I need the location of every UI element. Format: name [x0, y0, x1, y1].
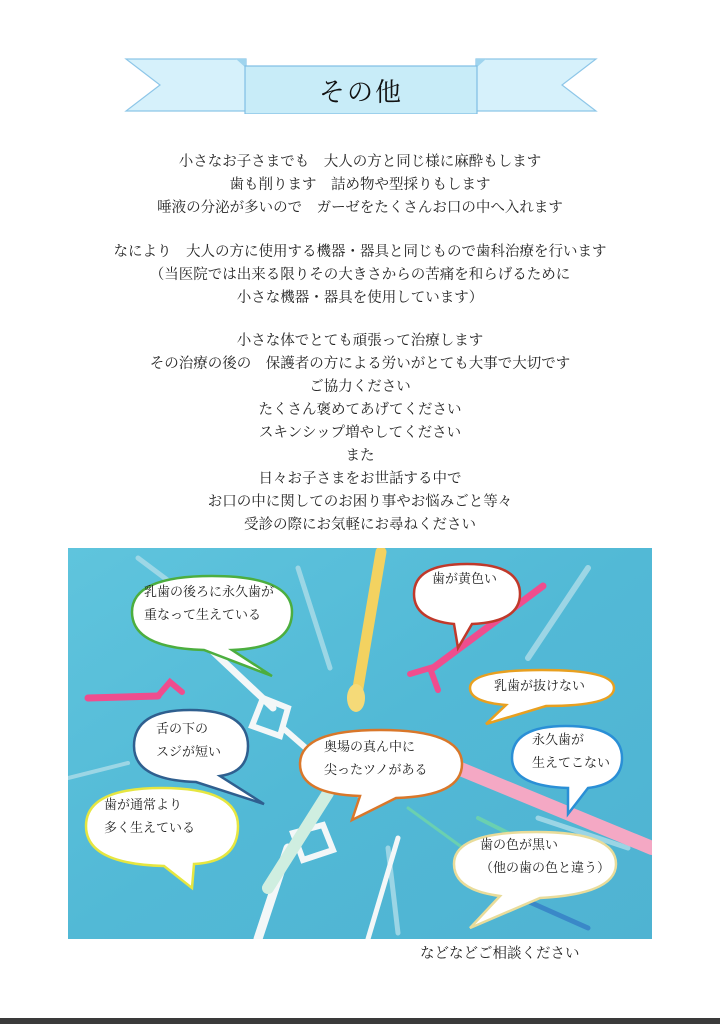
text-line: 歯も削ります 詰め物や型採りもします — [229, 177, 491, 193]
text-line: たくさん褒めてあげてください — [258, 402, 462, 418]
paragraph-anesthesia — [0, 151, 720, 220]
bottom-divider — [0, 1018, 720, 1024]
bubble-text-line: 永久歯が — [532, 733, 585, 748]
text-line: その治療の後の 保護者の方による労いがとても大事で大切です — [149, 356, 571, 372]
text-line: お口の中に関してのお困り事やお悩みごと等々 — [207, 494, 513, 510]
text-line: スキンシップ増やしてください — [258, 425, 462, 441]
text-line: 日々お子さまをお世話する中で — [258, 471, 462, 487]
text-line: なにより 大人の方に使用する機器・器具と同じもので歯科治療を行います — [113, 244, 607, 260]
bubble-text-line: 歯が黄色い — [432, 572, 498, 587]
speech-bubble-overlapping-teeth — [122, 572, 302, 682]
bubble-text-line: 尖ったツノがある — [324, 763, 428, 778]
bubble-text-line: スジが短い — [156, 745, 222, 760]
speech-bubble-pointed-cusp — [296, 726, 466, 822]
speech-bubble-yellow-teeth — [410, 560, 525, 650]
dental-tools-photo — [68, 548, 652, 939]
speech-bubble-extra-teeth — [82, 784, 242, 890]
text-line: ご協力ください — [309, 379, 411, 395]
speech-bubble-baby-tooth-not-falling-out — [466, 668, 618, 728]
speech-bubble-permanent-tooth-not-erupting — [508, 722, 628, 818]
text-line: 小さなお子さまでも 大人の方と同じ様に麻酔もします — [178, 154, 542, 170]
bubble-text-line: 乳歯が抜けない — [494, 679, 586, 694]
bubble-text-line: 奥場の真ん中に — [324, 740, 416, 755]
text-line: 唾液の分泌が多いので ガーゼをたくさんお口の中へ入れます — [157, 200, 563, 216]
bubble-text-line: 生えてこない — [532, 756, 611, 771]
bubble-text-line: 歯が通常より — [104, 798, 183, 813]
paragraph-guardian-care — [0, 330, 720, 537]
text-line: また — [345, 448, 375, 464]
page-title: その他 — [318, 77, 403, 108]
paragraph-equipment — [0, 241, 720, 310]
text-line: 受診の際にお気軽にお尋ねください — [244, 517, 476, 533]
bubble-text-line: （他の歯の色と違う） — [480, 861, 611, 876]
footer-consultation-note: などなどご相談ください — [420, 946, 580, 962]
text-line: 小さな体でとても頑張って治療します — [236, 333, 484, 349]
bubble-text-line: 歯の色が黒い — [480, 838, 559, 853]
bubble-text-line: 重なって生えている — [144, 608, 262, 623]
bubble-text-line: 乳歯の後ろに永久歯が — [144, 585, 275, 600]
bubble-text-line: 舌の下の — [156, 722, 209, 737]
speech-bubble-dark-tooth-color — [450, 828, 620, 932]
text-line: （当医院では出来る限りその大きさからの苦痛を和らげるために — [149, 267, 571, 283]
text-line: 小さな機器・器具を使用しています） — [236, 290, 484, 306]
bubble-text-line: 多く生えている — [104, 821, 196, 836]
